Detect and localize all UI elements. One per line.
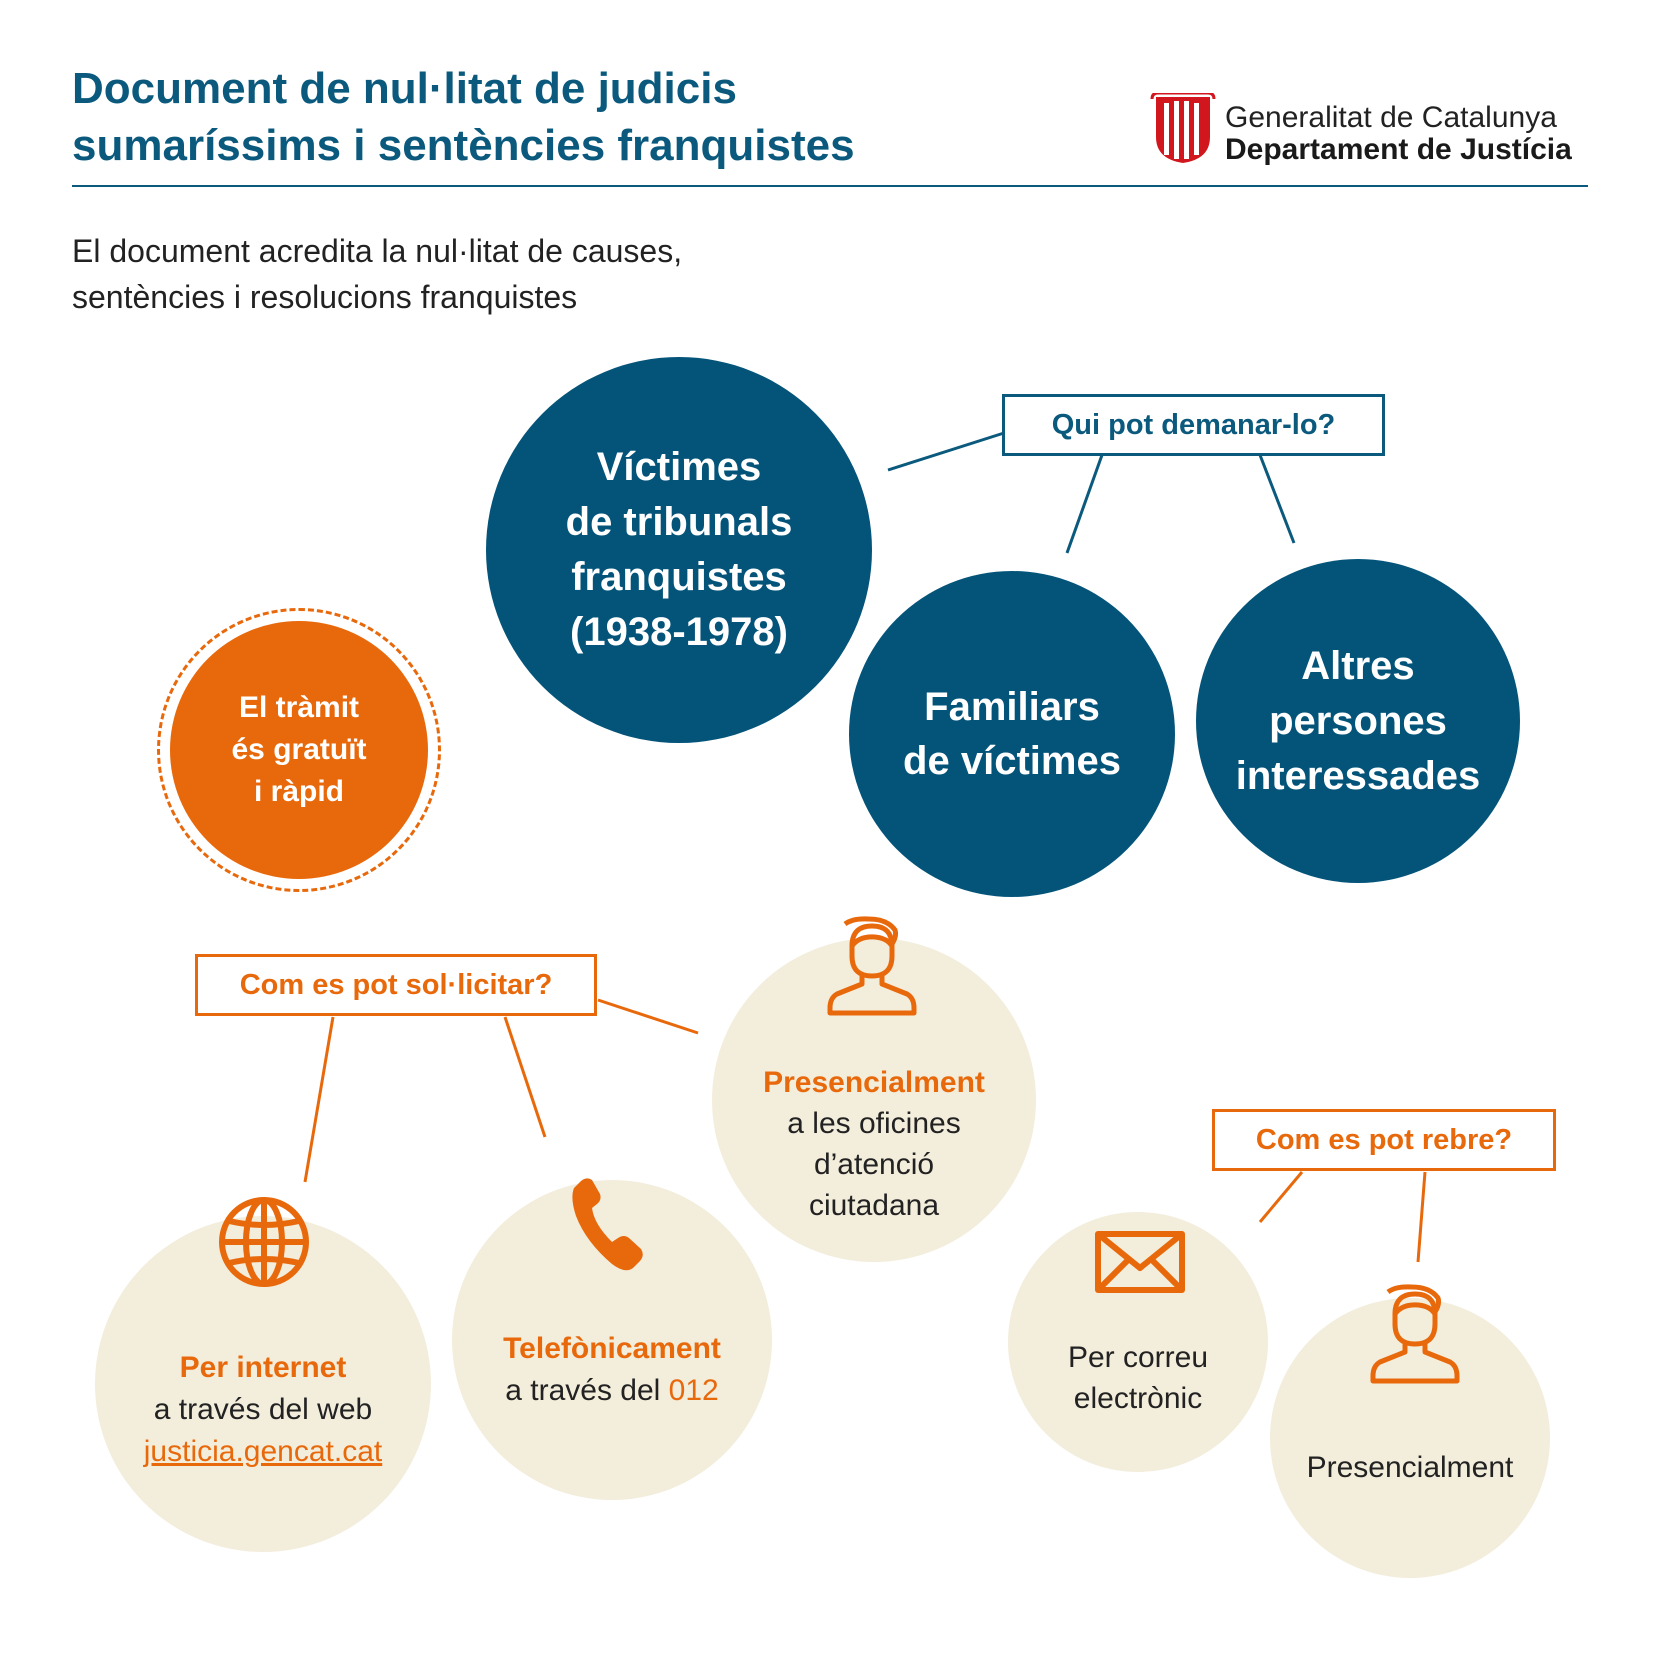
phone-line-text: a través del [505, 1374, 669, 1407]
request-question-box [195, 954, 597, 1016]
victims-circle [486, 357, 872, 743]
phone-title: Telefònicament [503, 1332, 721, 1365]
logo-line-1: Generalitat de Catalunya [1225, 101, 1557, 134]
in-person-request-line-3: ciutadana [808, 1189, 940, 1222]
envelope-icon [1094, 1230, 1186, 1294]
others-line-2: persones [1269, 698, 1447, 743]
internet-title: Per internet [179, 1351, 347, 1384]
free-note-line-1: El tràmit [238, 691, 360, 724]
logo-line-2: Departament de Justícia [1225, 133, 1572, 166]
person-icon [1368, 1284, 1462, 1384]
phone-number[interactable]: 012 [668, 1374, 719, 1407]
request-question: Com es pot sol·licitar? [239, 968, 553, 1001]
victims-line-1: Víctimes [596, 445, 762, 489]
relatives-line-1: Familiars [924, 685, 1100, 729]
receive-question: Com es pot rebre? [1255, 1123, 1513, 1156]
title-line-1: Document de nul·litat de judicis [72, 64, 737, 113]
phone-icon [570, 1176, 646, 1272]
in-person-receive-label: Presencialment [1306, 1450, 1514, 1484]
free-note-line-3: i ràpid [253, 775, 344, 808]
in-person-request-title: Presencialment [763, 1066, 985, 1099]
title-line-2: sumaríssims i sentències franquistes [72, 121, 855, 170]
in-person-request-line-1: a les oficines [787, 1107, 961, 1140]
relatives-line-2: de víctimes [903, 739, 1121, 783]
who-question: Qui pot demanar-lo? [1051, 408, 1336, 441]
email-line-1: Per correu [1067, 1341, 1209, 1374]
relatives-circle [849, 571, 1175, 897]
globe-icon [217, 1195, 311, 1289]
victims-line-3: franquistes [571, 555, 787, 599]
free-note-line-2: és gratuït [231, 733, 367, 766]
email-line-2: electrònic [1073, 1382, 1203, 1415]
internet-line: a través del web [153, 1393, 373, 1426]
victims-line-2: de tribunals [565, 500, 793, 544]
free-note-circle [170, 621, 428, 879]
in-person-request-line-2: d’atenció [813, 1148, 935, 1181]
who-question-box [1002, 394, 1385, 456]
phone-line [505, 1370, 718, 1412]
others-line-1: Altres [1301, 643, 1415, 688]
intro-line-2: sentències i resolucions franquistes [72, 279, 578, 315]
others-line-3: interessades [1235, 753, 1481, 798]
others-circle [1196, 559, 1520, 883]
person-icon [825, 916, 919, 1016]
victims-line-4: (1938-1978) [570, 610, 788, 654]
intro-line-1: El document acredita la nul·litat de causes, [72, 233, 683, 269]
request-connectors [305, 1000, 698, 1182]
internet-link[interactable]: justicia.gencat.cat [143, 1435, 383, 1468]
receive-question-box [1212, 1109, 1556, 1171]
receive-connectors [1260, 1172, 1425, 1262]
